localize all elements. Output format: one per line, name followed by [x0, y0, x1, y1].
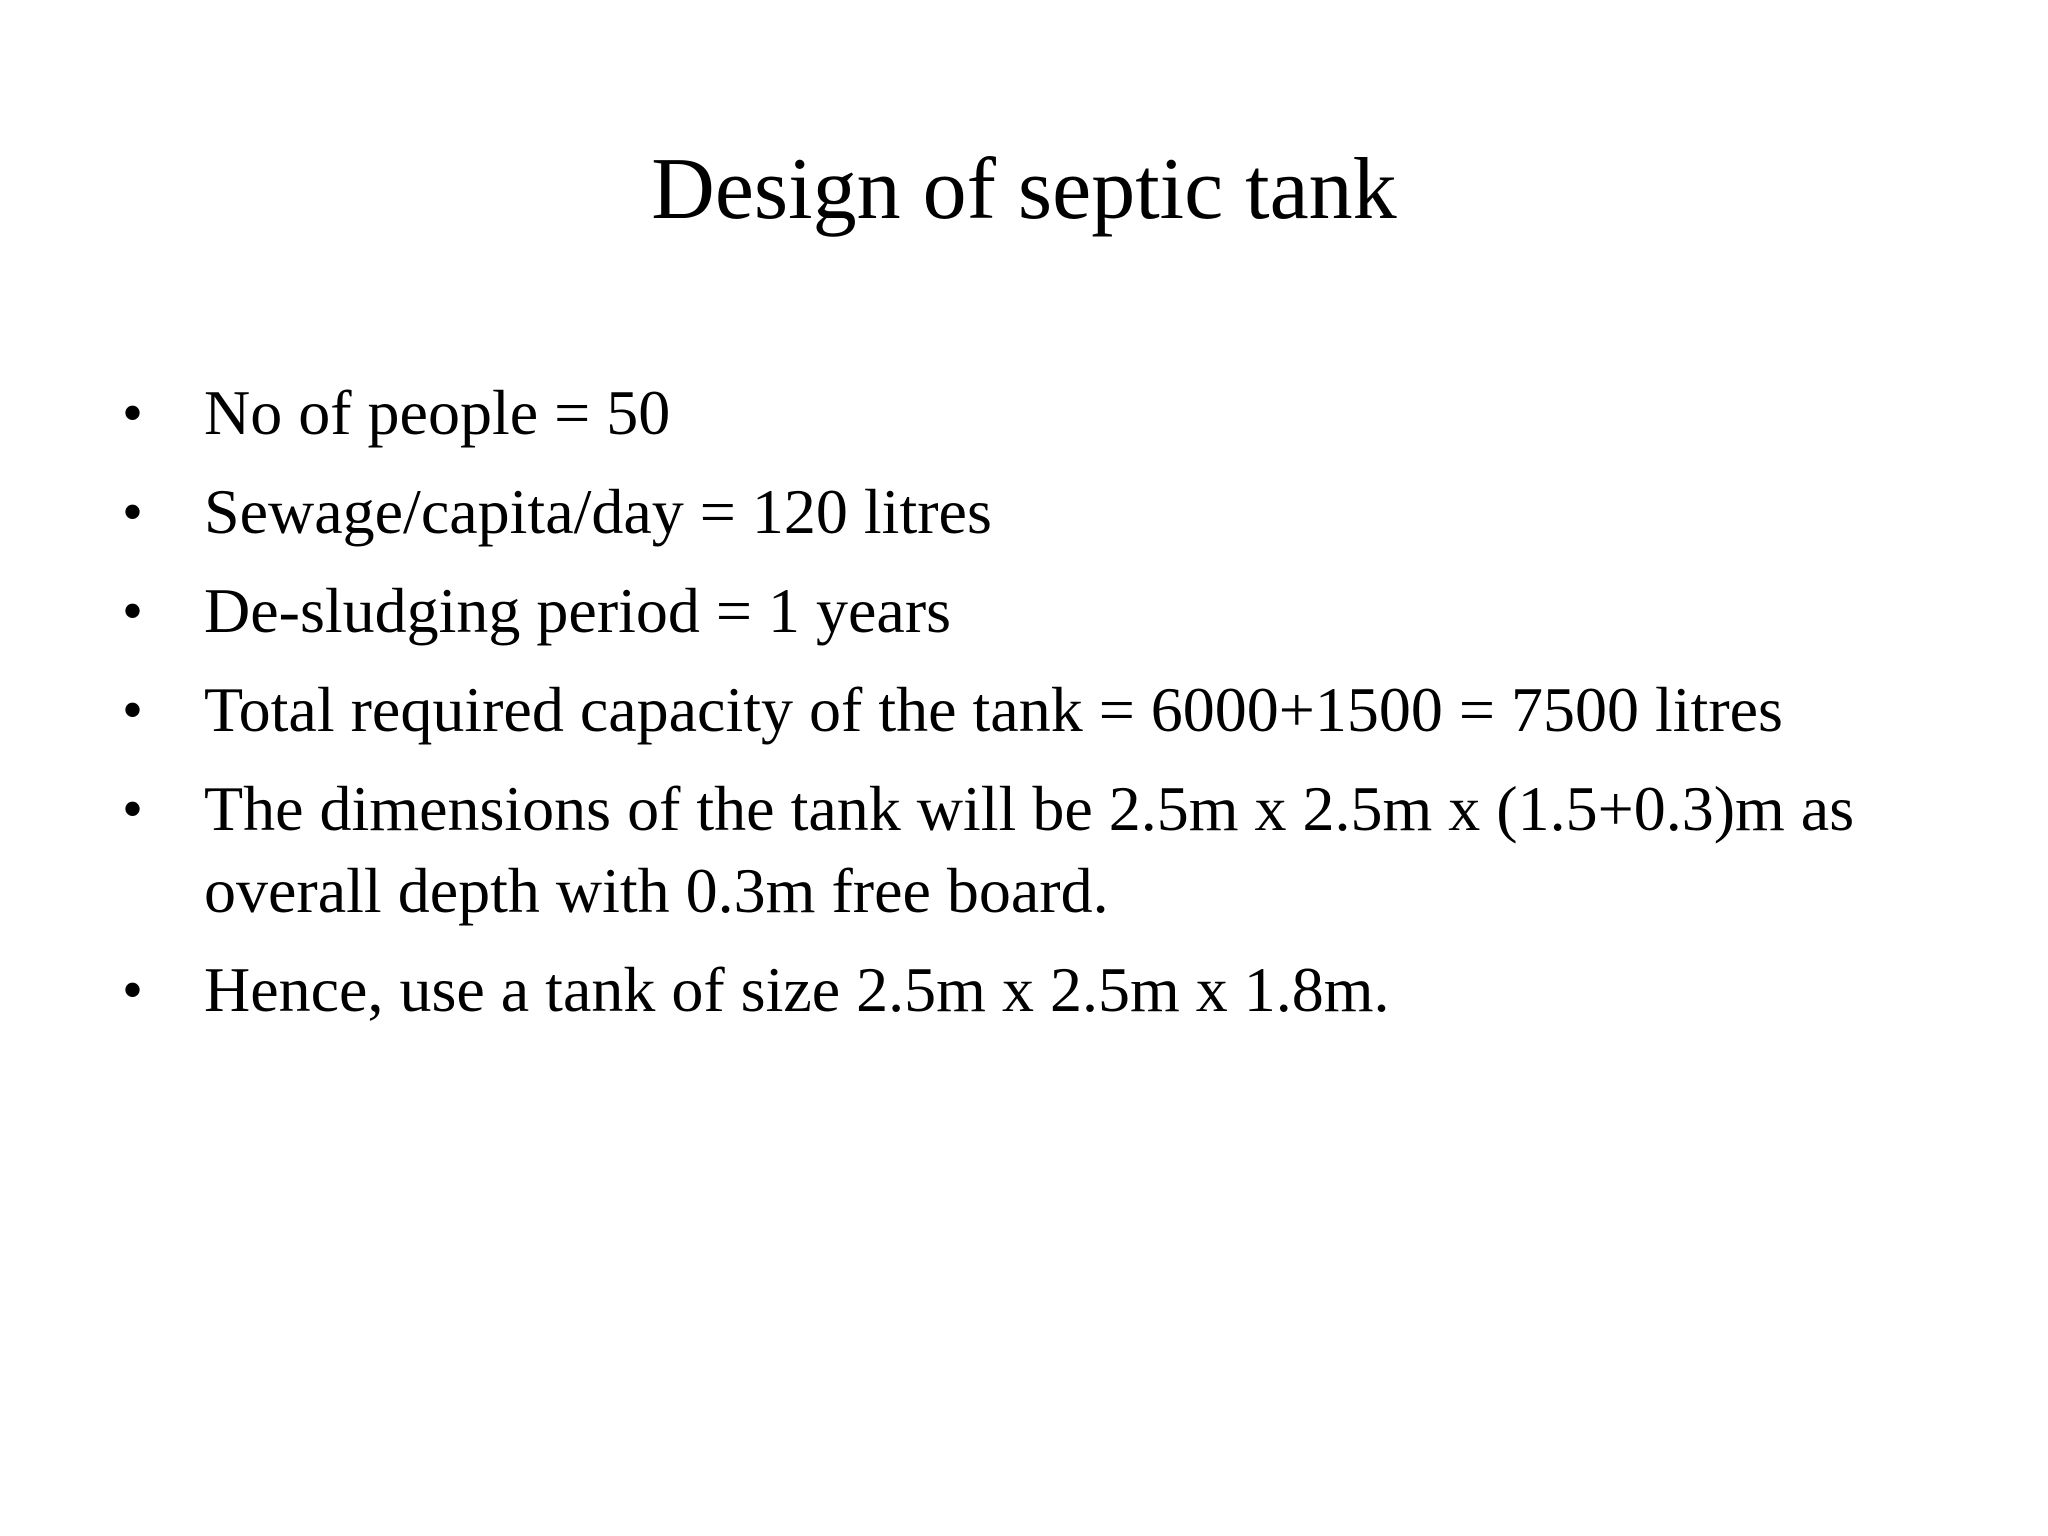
bullet-icon: •	[122, 380, 144, 446]
list-item	[120, 669, 1990, 751]
list-item	[120, 949, 1990, 1031]
bullet-icon: •	[122, 776, 144, 842]
bullet-text: Total required capacity of the tank = 6000+1500 = 7500 litres	[204, 674, 1783, 745]
bullet-icon: •	[122, 578, 144, 644]
list-item	[120, 570, 1990, 652]
list-item	[120, 372, 1990, 454]
bullet-text: De-sludging period = 1 years	[204, 575, 952, 646]
list-item	[120, 768, 1990, 932]
bullet-text: No of people = 50	[204, 377, 671, 448]
bullet-text: Sewage/capita/day = 120 litres	[204, 476, 992, 547]
slide-title: Design of septic tank	[651, 141, 1397, 238]
bullet-text: The dimensions of the tank will be 2.5m x 2.5m x (1.5+0.3)m as overall depth with 0.3m free board.	[204, 773, 1855, 926]
bullet-text: Hence, use a tank of size 2.5m x 2.5m x 1.8m.	[204, 954, 1390, 1025]
bullet-icon: •	[122, 957, 144, 1023]
bullet-icon: •	[122, 677, 144, 743]
bullet-icon: •	[122, 479, 144, 545]
list-item	[120, 471, 1990, 553]
bullet-list	[120, 372, 1990, 1048]
